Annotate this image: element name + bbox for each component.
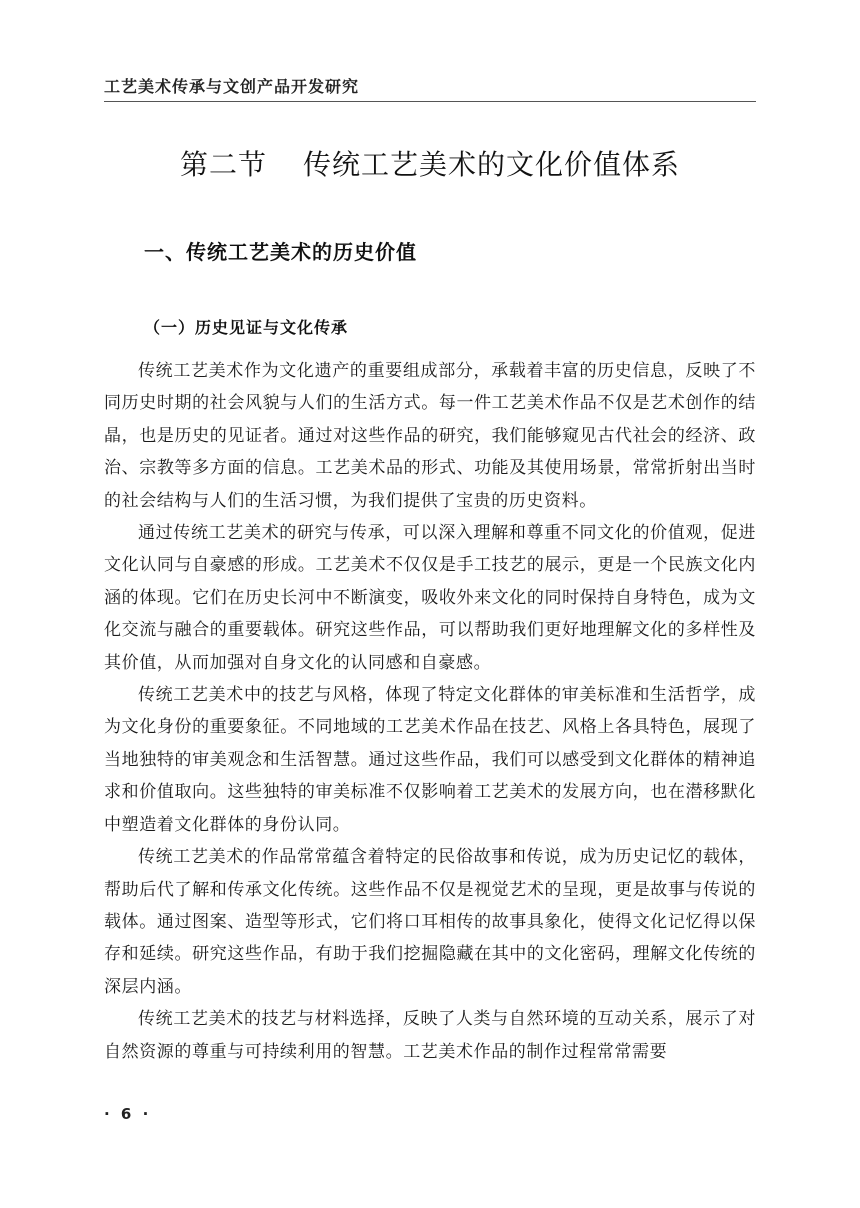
header-rule bbox=[104, 101, 756, 102]
heading-level-1: 一、传统工艺美术的历史价值 bbox=[144, 240, 417, 264]
section-title bbox=[0, 143, 860, 183]
paragraph: 传统工艺美术中的技艺与风格，体现了特定文化群体的审美标准和生活哲学，成为文化身份的重要象征。不同地域的工艺美术作品在技艺、风格上各具特色，展现了当地独特的审美观念和生活智慧。通过这些作品，我们可以感受到文化群体的精神追求和价值取向。这些独特的审美标准不仅影响着工艺美术的发展方向，也在潜移默化中塑造着文化群体的身份认同。 bbox=[104, 685, 756, 835]
body-text bbox=[104, 355, 756, 1068]
paragraph: 通过传统工艺美术的研究与传承，可以深入理解和尊重不同文化的价值观，促进文化认同与自豪感的形成。工艺美术不仅仅是手工技艺的展示，更是一个民族文化内涵的体现。它们在历史长河中不断演变，吸收外来文化的同时保持自身特色，成为文化交流与融合的重要载体。研究这些作品，可以帮助我们更好地理解文化的多样性及其价值，从而加强对自身文化的认同感和自豪感。 bbox=[104, 523, 756, 673]
paragraph: 传统工艺美术的作品常常蕴含着特定的民俗故事和传说，成为历史记忆的载体，帮助后代了解和传承文化传统。这些作品不仅是视觉艺术的呈现，更是故事与传说的载体。通过图案、造型等形式，它们将口耳相传的故事具象化，使得文化记忆得以保存和延续。研究这些作品，有助于我们挖掘隐藏在其中的文化密码，理解文化传统的深层内涵。 bbox=[104, 847, 756, 997]
section-title-text: 传统工艺美术的文化价值体系 bbox=[303, 148, 681, 181]
running-head: 工艺美术传承与文创产品开发研究 bbox=[104, 77, 360, 96]
paragraph: 传统工艺美术作为文化遗产的重要组成部分，承载着丰富的历史信息，反映了不同历史时期的社会风貌与人们的生活方式。每一件工艺美术作品不仅是艺术创作的结晶，也是历史的见证者。通过对这些作品的研究，我们能够窥见古代社会的经济、政治、宗教等多方面的信息。工艺美术品的形式、功能及其使用场景，常常折射出当时的社会结构与人们的生活习惯，为我们提供了宝贵的历史资料。 bbox=[104, 361, 756, 511]
section-number: 第二节 bbox=[179, 148, 267, 181]
paragraph: 传统工艺美术的技艺与材料选择，反映了人类与自然环境的互动关系，展示了对自然资源的尊重与可持续利用的智慧。工艺美术作品的制作过程常常需要 bbox=[104, 1009, 756, 1062]
page-number: · 6 · bbox=[104, 1105, 152, 1123]
heading-level-2: （一）历史见证与文化传承 bbox=[144, 318, 349, 337]
